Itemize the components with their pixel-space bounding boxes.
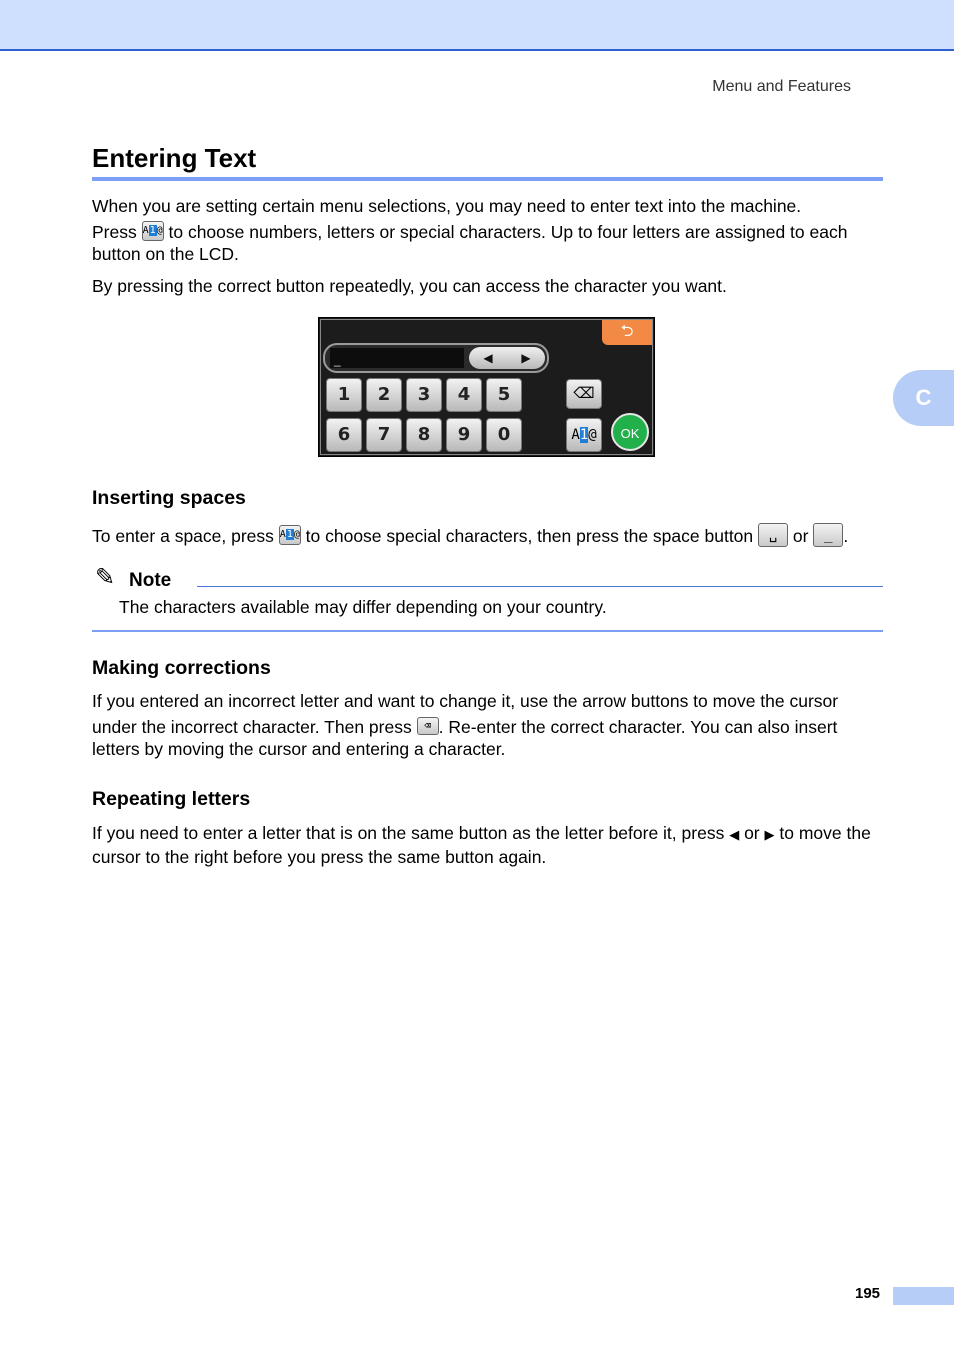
space-button-alt-icon: _ — [813, 523, 843, 547]
text-entry-field — [323, 343, 549, 373]
a1-mode-icon: A1@ — [279, 525, 301, 545]
note-text: The characters available may differ depending on your country. — [119, 597, 607, 617]
corrections-line1: If you entered an incorrect letter and want to change it, use the arrow buttons to move the cursor — [92, 691, 839, 711]
press-text: Press — [92, 222, 137, 242]
repeating-paragraph — [92, 822, 883, 868]
note-pencil-icon: ✎ — [95, 564, 116, 591]
key-4[interactable]: 4 — [446, 378, 482, 412]
left-arrow-icon: ◀ — [729, 827, 740, 842]
press-text-after: to choose numbers, letters or special characters. Up to four letters are assigned to each button on the LCD. — [92, 222, 848, 265]
intro-paragraph: When you are setting certain menu selections, you may need to enter text into the machine. — [92, 196, 802, 216]
backspace-icon[interactable]: ⌫ — [566, 379, 602, 409]
inserting-or: or — [792, 526, 809, 546]
key-8[interactable]: 8 — [406, 418, 442, 452]
space-button-icon: ␣ — [758, 523, 788, 547]
ok-button[interactable]: OK — [611, 413, 649, 451]
right-arrow-icon: ▶ — [764, 827, 775, 842]
corrections-text-1: under the incorrect character. Then press — [92, 717, 412, 737]
page-number: 195 — [855, 1285, 881, 1302]
back-icon[interactable]: ⮌ — [602, 320, 652, 345]
cursor-arrows — [469, 347, 545, 369]
press-paragraph — [92, 221, 883, 265]
mode-letters: A — [571, 427, 580, 443]
key-5[interactable]: 5 — [486, 378, 522, 412]
chapter-tab — [893, 370, 954, 426]
title-rule — [92, 177, 883, 181]
repeating-or: or — [744, 823, 760, 843]
chapter-tab-letter: C — [915, 385, 932, 410]
inserting-text-2: to choose special characters, then press the space button — [305, 526, 754, 546]
header-band — [0, 0, 954, 51]
key-9[interactable]: 9 — [446, 418, 482, 452]
key-0[interactable]: 0 — [486, 418, 522, 452]
running-title: Menu and Features — [712, 78, 851, 95]
note-bottom-rule — [92, 630, 883, 632]
key-1[interactable]: 1 — [326, 378, 362, 412]
inserting-text-1: To enter a space, press — [92, 526, 274, 546]
repeating-text-2: to move the cursor to the right before you press the same button again. — [92, 823, 871, 867]
repeating-letters-heading: Repeating letters — [92, 788, 251, 810]
note-rule — [197, 586, 883, 587]
repeat-press-paragraph: By pressing the correct button repeatedly, you can access the character you want. — [92, 276, 727, 296]
mode-symbols: @ — [588, 427, 597, 443]
mode-toggle-button[interactable] — [566, 418, 602, 452]
corrections-paragraph — [92, 716, 883, 760]
key-3[interactable]: 3 — [406, 378, 442, 412]
key-2[interactable]: 2 — [366, 378, 402, 412]
inserting-spaces-heading: Inserting spaces — [92, 487, 246, 509]
text-cursor[interactable]: _ — [330, 348, 464, 368]
note-label: Note — [129, 570, 172, 591]
left-arrow-icon[interactable]: ◀ — [483, 351, 493, 365]
lcd-screen — [318, 317, 655, 457]
inserting-spaces-paragraph — [92, 525, 883, 549]
a1-mode-icon: A1@ — [142, 221, 164, 241]
inserting-end: . — [843, 526, 849, 546]
corrections-text-2: . Re-enter the correct character. You can also insert letters by moving the cursor and entering a character. — [92, 717, 838, 759]
mode-numbers: 1 — [579, 427, 589, 443]
key-6[interactable]: 6 — [326, 418, 362, 452]
repeating-text-1: If you need to enter a letter that is on the same button as the letter before it, press — [92, 823, 725, 843]
right-arrow-icon[interactable]: ▶ — [521, 351, 531, 365]
page-number-bar — [893, 1287, 954, 1305]
key-7[interactable]: 7 — [366, 418, 402, 452]
backspace-icon: ⌫ — [417, 717, 439, 735]
page-title: Entering Text — [92, 143, 257, 173]
making-corrections-heading: Making corrections — [92, 657, 271, 679]
